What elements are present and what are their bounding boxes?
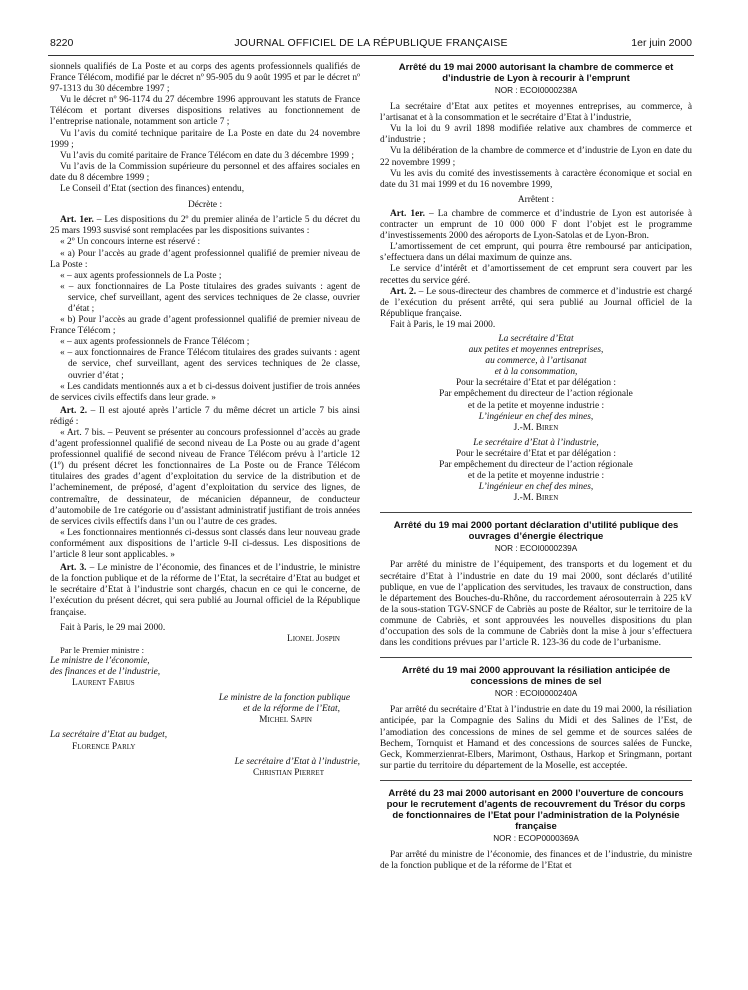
signatory-name: Christian Pierret: [253, 767, 324, 778]
article-2: [380, 287, 692, 320]
article-label: Art. 2.: [390, 286, 417, 297]
article-3: [50, 563, 360, 618]
signatory-name: J.-M. Biren: [513, 422, 559, 433]
nor-reference: NOR : ECOP0000369A: [493, 833, 579, 843]
article-text: – Les dispositions du 2º du premier alinéa de l’article 5 du décret du 25 mars 1993 susvisé sont remplacées par les dispositions suivantes :: [50, 215, 361, 237]
article-label: Art. 3.: [60, 563, 87, 574]
signature-line: et de la réforme de l’Etat,: [243, 704, 340, 715]
right-column: [380, 62, 692, 872]
article-1: [380, 209, 692, 242]
signature-line: Le ministre de la fonction publique: [218, 693, 350, 704]
paragraph: Vu la délibération de la chambre de commerce et d’industrie de Lyon en date du 22 novembre 1999 ;: [380, 146, 692, 168]
signature-line: au commerce, à l’artisanat: [485, 356, 587, 367]
signature-line: Pour le secrétaire d’Etat et par délégation :: [455, 448, 617, 459]
section-title: Arrêté du 19 mai 2000 approuvant la résiliation anticipée de concessions de mines de sel: [401, 665, 671, 688]
article-label: Art. 2.: [60, 405, 88, 416]
signature-line: Le secrétaire d’Etat à l’industrie,: [234, 756, 360, 767]
signature-line: des finances et de l’industrie,: [50, 666, 161, 677]
issue-date: 1er juin 2000: [631, 37, 692, 49]
header-rule: [48, 55, 694, 56]
signature-line: L’ingénieur en chef des mines,: [478, 411, 594, 422]
paragraph: Vu les avis du comité des investissements à caractère économique et social en date du 31 mai 1999 et du 16 novembre 1999,: [380, 168, 692, 190]
quote-line: « 2º Un concours interne est réservé :: [60, 237, 201, 248]
signature-line: Le secrétaire d’Etat à l’industrie,: [473, 437, 599, 448]
signature-line: et à la consommation,: [494, 367, 578, 378]
section-title: Arrêté du 19 mai 2000 portant déclaration d’utilité publique des ouvrages d’énergie électrique: [393, 520, 679, 543]
paragraph: Par arrêté du ministre de l’économie, des finances et de l’industrie, du ministre de la fonction publique et de la réforme de l’Etat et: [380, 849, 692, 872]
paragraph: La secrétaire d’Etat aux petites et moyennes entreprises, au commerce, à l’artisanat et à la consommation et le secrétaire d’Etat à l’industrie,: [380, 102, 692, 124]
signature-line: Par le Premier ministre :: [60, 644, 145, 655]
section-title: Arrêté du 23 mai 2000 autorisant en 2000 l’ouverture de concours pour le recrutement d’agents de recouvrement du Trésor du corps de fonctionnaires de l’Etat pour l’administration de la Polynésie française: [386, 787, 686, 832]
article-label: Art. 1er.: [390, 208, 425, 219]
signature-line: aux petites et moyennes entreprises,: [468, 345, 604, 356]
signature-line: Le ministre de l’économie,: [50, 655, 150, 666]
signature-block: [380, 334, 692, 504]
signature-line: Pour la secrétaire d’Etat et par délégation :: [455, 378, 617, 389]
paragraph: Le Conseil d’Etat (section des finances) entendu,: [60, 184, 245, 195]
quote-line: « a) Pour l’accès au grade d’agent professionnel qualifié de premier niveau de La Poste :: [50, 248, 360, 270]
paragraph: Vu la loi du 9 avril 1898 modifiée relative aux chambres de commerce et d’industrie ;: [380, 124, 692, 146]
signatory-name: Laurent Fabius: [72, 678, 135, 689]
paragraph: Le service d’intérêt et d’amortissement de cet emprunt sera couvert par les recettes du service géré.: [380, 264, 692, 286]
section-separator: [380, 657, 692, 658]
section-separator: [380, 512, 692, 513]
signature-line: La secrétaire d’Etat au budget,: [50, 730, 168, 741]
quote-line: « b) Pour l’accès au grade d’agent professionnel qualifié de premier niveau de France Télécom ;: [50, 315, 360, 337]
article-label: Art. 1er.: [60, 215, 94, 226]
decrete-heading: Décrète :: [187, 200, 223, 211]
signature-line: et de la petite et moyenne industrie :: [467, 400, 605, 411]
signature-date: Fait à Paris, le 19 mai 2000.: [390, 319, 496, 330]
signatory-name: J.-M. Biren: [513, 493, 559, 504]
paragraph: Vu l’avis de la Commission supérieure du personnel et des affaires sociales en date du 8 décembre 1999 ;: [50, 161, 360, 183]
paragraph: Par arrêté du secrétaire d’Etat à l’industrie en date du 19 mai 2000, la résiliation anticipée, par la Compagnie des Salins du Midi et des Salines de l’Est, de l’amodiation des concessions de mines de sel gemme et de sources salées de Bechem, Tornquist et Hamand et des concessions de sources salées de Funcke, Geck, Kommerzienrat-Elbers, Marimont, Osthaus, Harkop et Sringmann, portant sur partie du territoire du département de la Moselle, est acceptée.: [380, 705, 692, 771]
paragraph: sionnels qualifiés de La Poste et au corps des agents professionnels qualifiés de France Télécom, modifié par le décret nº 95-905 du 9 août 1995 et par le décret nº 97-1313 du 30 décembre 1997 ;: [50, 62, 360, 95]
article-text: – La chambre de commerce et d’industrie de Lyon est autorisée à contracter un emprunt de 10 000 000 F dont l’objet est le programme d’investissements 2000 des aéroports de Lyon-Satolas et de Lyon-Bron.: [380, 208, 693, 242]
journal-title: JOURNAL OFFICIEL DE LA RÉPUBLIQUE FRANÇAISE: [234, 37, 508, 49]
paragraph: Vu l’avis du comité technique paritaire de La Poste en date du 24 novembre 1999 ;: [50, 128, 360, 150]
signature-date: Fait à Paris, le 29 mai 2000.: [60, 622, 166, 633]
paragraph: L’amortissement de cet emprunt, qui pourra être remboursé par anticipation, s’effectuera dans un délai maximum de quinze ans.: [380, 242, 692, 264]
nor-reference: NOR : ECOI0000239A: [494, 544, 578, 554]
page-number: 8220: [50, 37, 74, 49]
quote-line: « – aux agents professionnels de France Télécom ;: [60, 337, 250, 348]
section-separator: [380, 780, 692, 781]
left-column: [50, 62, 360, 779]
page-header: [50, 37, 692, 51]
signatory-name: Lionel Jospin: [287, 633, 340, 644]
article-1: [50, 215, 360, 237]
quote-line: « – aux fonctionnaires de France Télécom titulaires des grades suivants : agent de service, chef surveillant, agent des services techniques de 2e classe, ouvrier d’état ;: [60, 348, 360, 381]
quote-line: « – aux agents professionnels de La Poste ;: [60, 270, 222, 281]
section-title: Arrêté du 19 mai 2000 autorisant la chambre de commerce et d’industrie de Lyon à recourir à l’emprunt: [398, 62, 674, 84]
paragraph: Vu le décret nº 96-1174 du 27 décembre 1996 approuvant les statuts de France Télécom et portant diverses dispositions relatives au fonctionnement de l’entreprise nationale, notamment son article 7 ;: [50, 95, 360, 128]
quote-line: « Les candidats mentionnés aux a et b ci-dessus doivent justifier de trois années de services civils effectifs dans leur grade. »: [50, 381, 360, 403]
article-text: – Le ministre de l’économie, des finances et de l’industrie, le ministre de la fonction publique et de la réforme de l’Etat, la secrétaire d’Etat au budget et le secrétaire d’Etat à l’industrie sont chargés, chacun en ce qui le concerne, de l’exécution du présent décret, qui sera publié au Journal officiel de la République française.: [50, 563, 360, 618]
signature-line: Par empêchement du directeur de l’action régionale: [439, 389, 633, 400]
signature-line: La secrétaire d’Etat: [498, 333, 574, 344]
signature-line: L’ingénieur en chef des mines,: [478, 482, 594, 493]
quote-line: « Art. 7 bis. – Peuvent se présenter au concours professionnel d’accès au grade d’agent professionnel qualifié de second niveau de La Poste ou au grade d’agent professionnel qualifié de second niveau de France Télécom prévu à l’article 12 (1º) du présent décret les fonctionnaires de La Poste ou de France Télécom titulaires des grades d’agent d’exploitation du service de la distribution et de l’acheminement, de préposé, d’agent d’exploitation du service des lignes, de contremaître, de dessinateur, de mécanicien dépanneur, de conducteur d’automobile de 1re catégorie ou d’assistant administratif justifiant de trois années de services civils effectifs dans l’un ou l’autre de ces grades.: [50, 428, 360, 527]
paragraph: Vu l’avis du comité paritaire de France Télécom en date du 3 décembre 1999 ;: [60, 150, 354, 161]
article-2: [50, 406, 360, 428]
signature-line: et de la petite et moyenne industrie :: [467, 471, 605, 482]
paragraph: Par arrêté du ministre de l’équipement, des transports et du logement et du secrétaire d’Etat à l’industrie en date du 19 mai 2000, sont déclarés d’utilité publique, en vue de l’application des servitudes, les travaux de construction, dans le département des Bouches-du-Rhône, du raccordement aérosouterrain à 225 kV de la sous-station TGV-SNCF de Cabriès au poste de Réaltor, sur le territoire de la commune de Cabriès, et sont approuvées les nouvelles dispositions du plan d’occupation des sols de la commune de Cabriès dont la mise à jour s’effectuera dans les conditions prévues par l’article R. 123-36 du code de l’urbanisme.: [380, 560, 692, 649]
quote-line: « – aux fonctionnaires de La Poste titulaires des grades suivants : agent de service, chef surveillant, agent des services techniques de 2e classe, ouvrier d’état ;: [60, 281, 360, 314]
nor-reference: NOR : ECOI0000240A: [494, 689, 578, 699]
signature-line: Par empêchement du directeur de l’action régionale: [439, 460, 633, 470]
nor-reference: NOR : ECOI0000238A: [494, 86, 578, 95]
arretent-heading: Arrêtent :: [517, 194, 555, 205]
quote-line: « Les fonctionnaires mentionnés ci-dessus sont classés dans leur nouveau grade conformément aux dispositions de l’article 9-II ci-dessus. Les dispositions de l’article 8 leur sont applicables. »: [50, 527, 360, 561]
signatory-name: Michel Sapin: [259, 715, 312, 726]
article-text: – Le sous-directeur des chambres de commerce et d’industrie est chargé de l’exécution du présent arrêté, qui sera publié au Journal officiel de la République française.: [380, 286, 692, 319]
article-text: – Il est ajouté après l’article 7 du même décret un article 7 bis ainsi rédigé :: [50, 405, 361, 427]
signatory-name: Florence Parly: [72, 741, 136, 752]
